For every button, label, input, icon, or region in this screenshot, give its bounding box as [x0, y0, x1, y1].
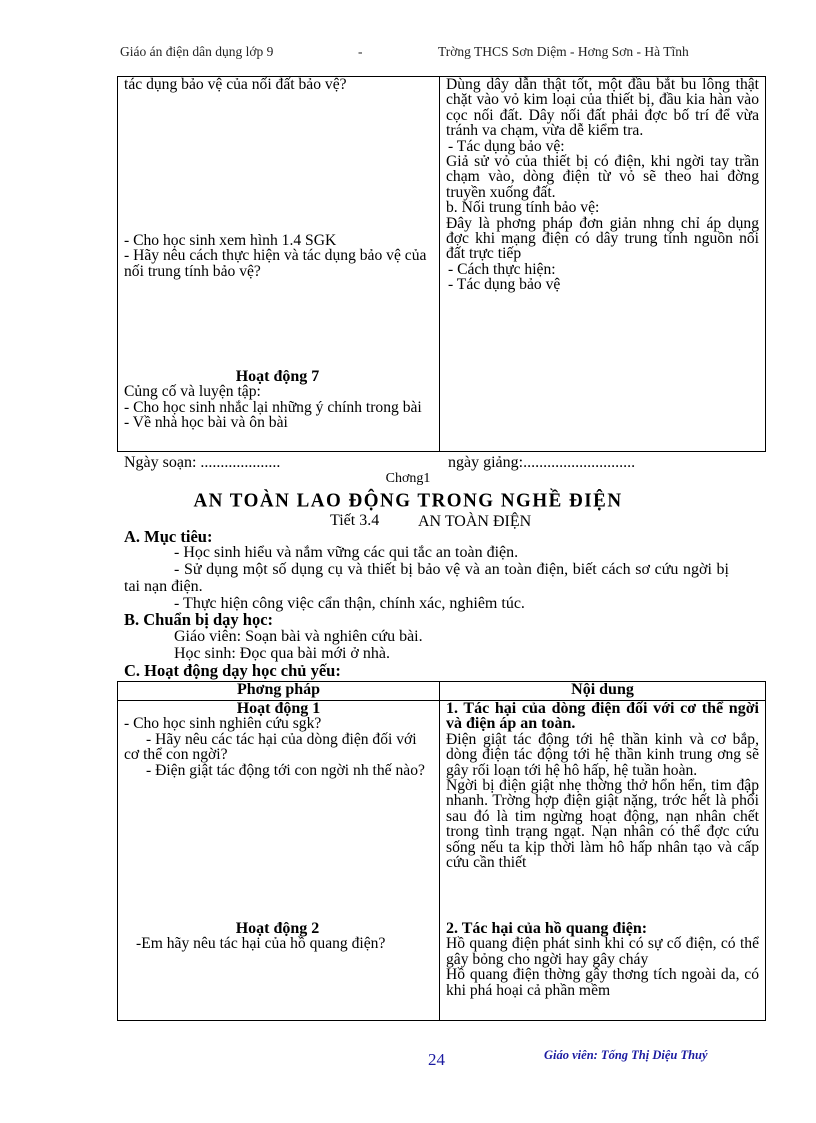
activity1-line: - Hãy nêu các tác hại của dòng điện đối với cơ thể con ngời? [124, 730, 421, 764]
table1-right-para: - Tác dụng bảo vệ [448, 276, 561, 294]
content1-para: Ngời bị điện giật nhẹ thờng thở hổn hển, tim đập nhanh. Trờng hợp điện giật nặng, trớc hết là phổi sau đó là tim ngừng hoạt động, nạn nhân chết trong tình trạng ngạt. Nạn nhân có thể đợc cứu sống nếu ta kịp thời làm hô hấp nhân tạo và cấp cứu cần thiết [446, 777, 763, 872]
activity2-line: -Em hãy nêu tác hại của hồ quang điện? [136, 935, 386, 953]
section-a-item: - Thực hiện công việc cẩn thận, chính xác, nghiêm túc. [174, 595, 525, 612]
main-title: AN TOÀN LAO ĐỘNG TRONG NGHỀ ĐIỆN [193, 489, 623, 512]
header-left: Giáo án điện dân dụng lớp 9 [120, 44, 274, 59]
table1-right-para: Đây là phơng pháp đơn giản nhng chỉ áp dụng đợc khi mạng điện có dây trung tính nguồn nối đất trực tiếp [446, 214, 763, 263]
prep-date: Ngày soạn: .................... [124, 454, 281, 471]
col-header-method: Phơng pháp [118, 682, 440, 701]
page-number: 24 [428, 1050, 445, 1069]
table1-right-para: - Tác dụng bảo vệ: [448, 137, 565, 155]
content1-para: Điện giật tác động tới hệ thần kinh và cơ bắp, dòng điện tác động tới hệ thần kinh trung ơng sẽ gây rối loạn tới hệ hô hấp, hệ tuần hoàn. [446, 730, 763, 779]
content2-title: 2. Tác hại của hồ quang điện: [446, 920, 648, 937]
section-b-heading: B. Chuẩn bị dạy học: [124, 610, 274, 629]
col-header-content: Nội dung [440, 682, 766, 701]
lesson-number: Tiết 3.4 [330, 512, 380, 529]
method-cell [118, 701, 440, 1021]
content-cell [440, 701, 766, 1021]
table1-right-para: - Cách thực hiện: [448, 260, 556, 278]
activity7-title: Hoạt động 7 [235, 368, 320, 385]
section-a-heading: A. Mục tiêu: [124, 527, 213, 546]
activity7-line: Củng cố và luyện tập: [124, 383, 261, 401]
lesson-title: AN TOÀN ĐIỆN [418, 513, 532, 530]
section-a-item: - Học sinh hiểu và nắm vững các qui tắc an toàn điện. [174, 544, 519, 561]
teach-date: ngày giảng:............................ [448, 454, 636, 471]
table1-left-item: - Cho học sinh xem hình 1.4 SGK [124, 232, 337, 249]
section-c-heading: C. Hoạt động dạy học chủ yếu: [124, 661, 341, 680]
section-b-item: Giáo viên: Soạn bài và nghiên cứu bài. [174, 628, 423, 645]
activity1-title: Hoạt động 1 [236, 700, 321, 717]
activity7-line: - Về nhà học bài và ôn bài [124, 414, 288, 432]
section-a-item: - Sử dụng một số dụng cụ và thiết bị bảo vệ và an toàn điện, biết cách sơ cứu ngời bị tai nạn điện. [124, 561, 729, 595]
table1-right-para: Dùng dây dẫn thật tốt, một đầu bắt bu lông thật chặt vào vỏ kim loại của thiết bị, đầu kia hàn vào cọc nối đất. Dây nối đất phải đợc bố trí để vừa tránh va chạm, vừa dễ kiểm tra. [446, 76, 763, 140]
content2-para: Hồ quang điện thờng gây thơng tích ngoài da, có khi phá hoại cả phần mềm [446, 966, 763, 999]
table1-left-cell [118, 77, 440, 452]
teaching-table [117, 681, 766, 1021]
activity2-title: Hoạt động 2 [235, 920, 320, 937]
activity7-line: - Cho học sinh nhắc lại những ý chính trong bài [124, 398, 422, 416]
teacher-signature: Giáo viên: Tống Thị Diệu Thuý [544, 1048, 708, 1062]
header-right: Trờng THCS Sơn Diệm - Hơng Sơn - Hà Tĩnh [438, 44, 689, 59]
table1-left-top: tác dụng bảo vệ của nối đất bảo vệ? [124, 76, 347, 93]
table1-right-cell [440, 77, 766, 452]
content2-para: Hồ quang điện phát sinh khi có sự cố điện, có thể gây bỏng cho ngời hay gây cháy [446, 935, 763, 968]
activity1-line: - Điện giật tác động tới con ngời nh thế nào? [146, 761, 425, 779]
table-continuation [117, 76, 766, 452]
section-b-item: Học sinh: Đọc qua bài mới ở nhà. [174, 645, 390, 662]
content1-title: 1. Tác hại của dòng điện đối với cơ thể ngời và điện áp an toàn. [446, 700, 763, 733]
header-dash: - [358, 44, 363, 59]
table1-left-item: - Hãy nêu cách thực hiện và tác dụng bảo vệ của nối trung tính bảo vệ? [124, 247, 431, 280]
table1-right-para: Giả sử vỏ của thiết bị có điện, khi ngời tay trần chạm vào, dòng điện từ vỏ sẽ theo hai đờng truyền xuống đất. [446, 153, 763, 201]
chapter-label: Chơng1 [385, 471, 431, 486]
activity1-line: - Cho học sinh nghiên cứu sgk? [124, 715, 322, 733]
table1-right-para: b. Nối trung tính bảo vệ: [446, 199, 600, 217]
